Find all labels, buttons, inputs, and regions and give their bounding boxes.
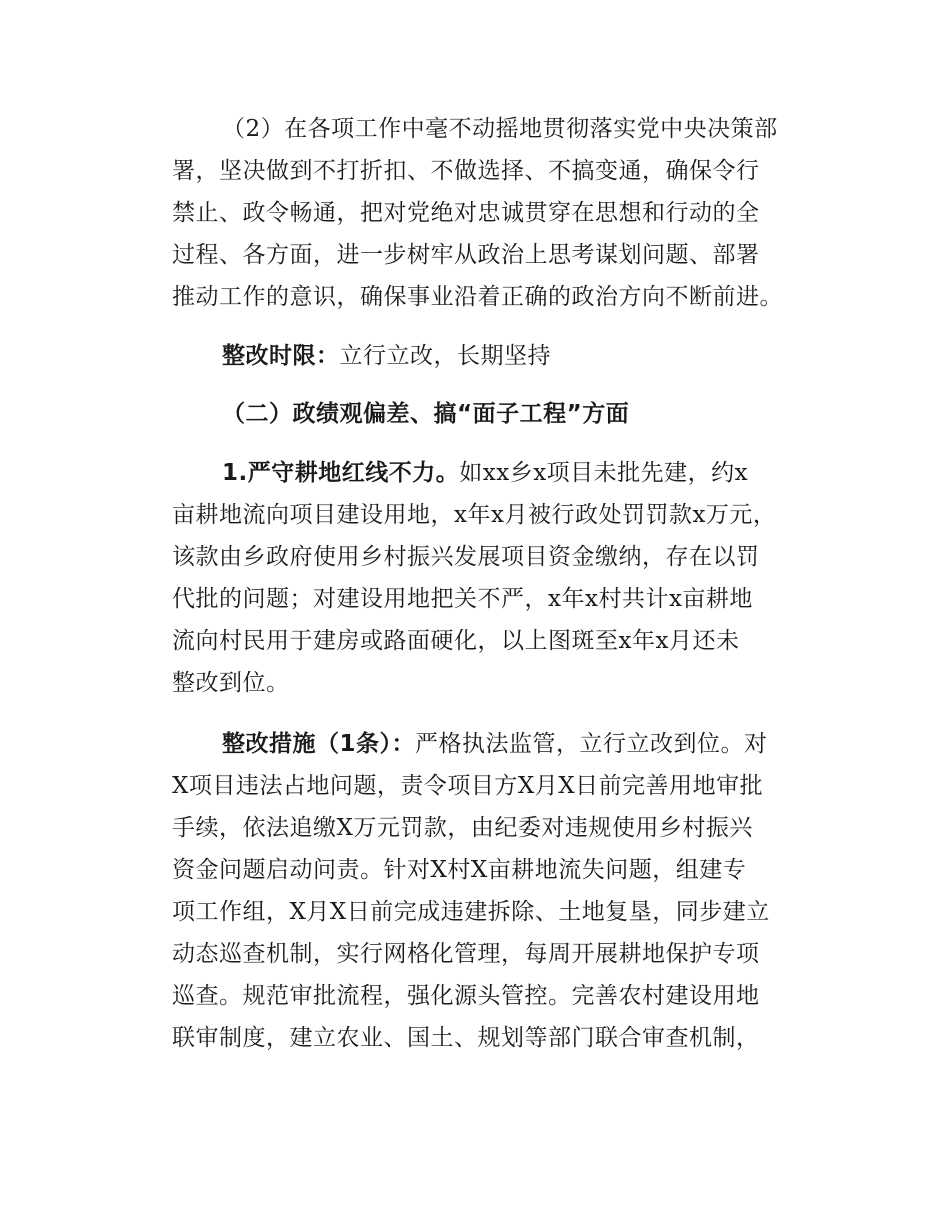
- measures-paragraph: [172, 723, 812, 1059]
- paragraph-line: 禁止、政令畅通，把对党绝对忠诚贯穿在思想和行动的全: [172, 200, 760, 226]
- measures-label: 整改措施（1条）：: [222, 731, 416, 757]
- deadline-label: 整改时限：: [222, 343, 340, 369]
- issue-title: 1.严守耕地红线不力。: [222, 460, 460, 486]
- deadline-line: [172, 335, 812, 377]
- section-heading: [172, 393, 812, 435]
- measures-line: 手续，依法追缴X万元罚款，由纪委对违规使用乡村振兴: [172, 815, 753, 841]
- issue-line: 整改到位。: [172, 670, 290, 696]
- paragraph-commitment: [172, 108, 812, 318]
- issue-line: 该款由乡政府使用乡村振兴发展项目资金缴纳，存在以罚: [172, 544, 760, 570]
- issue-line: [172, 452, 812, 494]
- paragraph-line: （2）在各项工作中毫不动摇地贯彻落实党中央决策部: [222, 116, 778, 142]
- deadline-paragraph: [172, 335, 812, 377]
- measures-line: 资金问题启动问责。针对X村X亩耕地流失问题，组建专: [172, 857, 747, 883]
- measures-line: 巡查。规范审批流程，强化源头管控。完善农村建设用地: [172, 983, 760, 1009]
- issue-paragraph: [172, 452, 812, 704]
- measures-text: 严格执法监管，立行立改到位。对: [415, 731, 768, 757]
- paragraph-line: 推动工作的意识，确保事业沿着正确的政治方向不断前进。: [172, 284, 783, 310]
- measures-line: 项工作组，X月X日前完成违建拆除、土地复垦，同步建立: [172, 899, 770, 925]
- issue-line: 亩耕地流向项目建设用地，x年x月被行政处罚罚款x万元，: [172, 502, 777, 528]
- measures-line: X项目违法占地问题，责令项目方X月X日前完善用地审批: [172, 773, 764, 799]
- issue-text: 如xx乡x项目未批先建，约x: [459, 460, 749, 486]
- measures-line: 动态巡查机制，实行网格化管理，每周开展耕地保护专项: [172, 941, 760, 967]
- issue-line: 代批的问题；对建设用地把关不严，x年x村共计x亩耕地: [172, 586, 753, 612]
- measures-line: [172, 723, 812, 765]
- measures-line: 联审制度，建立农业、国土、规划等部门联合审查机制，: [172, 1025, 760, 1051]
- paragraph-line: 署，坚决做到不打折扣、不做选择、不搞变通，确保令行: [172, 158, 760, 184]
- issue-line: 流向村民用于建房或路面硬化，以上图斑至x年x月还未: [172, 628, 740, 654]
- paragraph-line: 过程、各方面，进一步树牢从政治上思考谋划问题、部署: [172, 242, 760, 268]
- section-heading-text: （二）政绩观偏差、搞“面子工程”方面: [222, 401, 630, 427]
- deadline-value: 立行立改，长期坚持: [339, 343, 551, 369]
